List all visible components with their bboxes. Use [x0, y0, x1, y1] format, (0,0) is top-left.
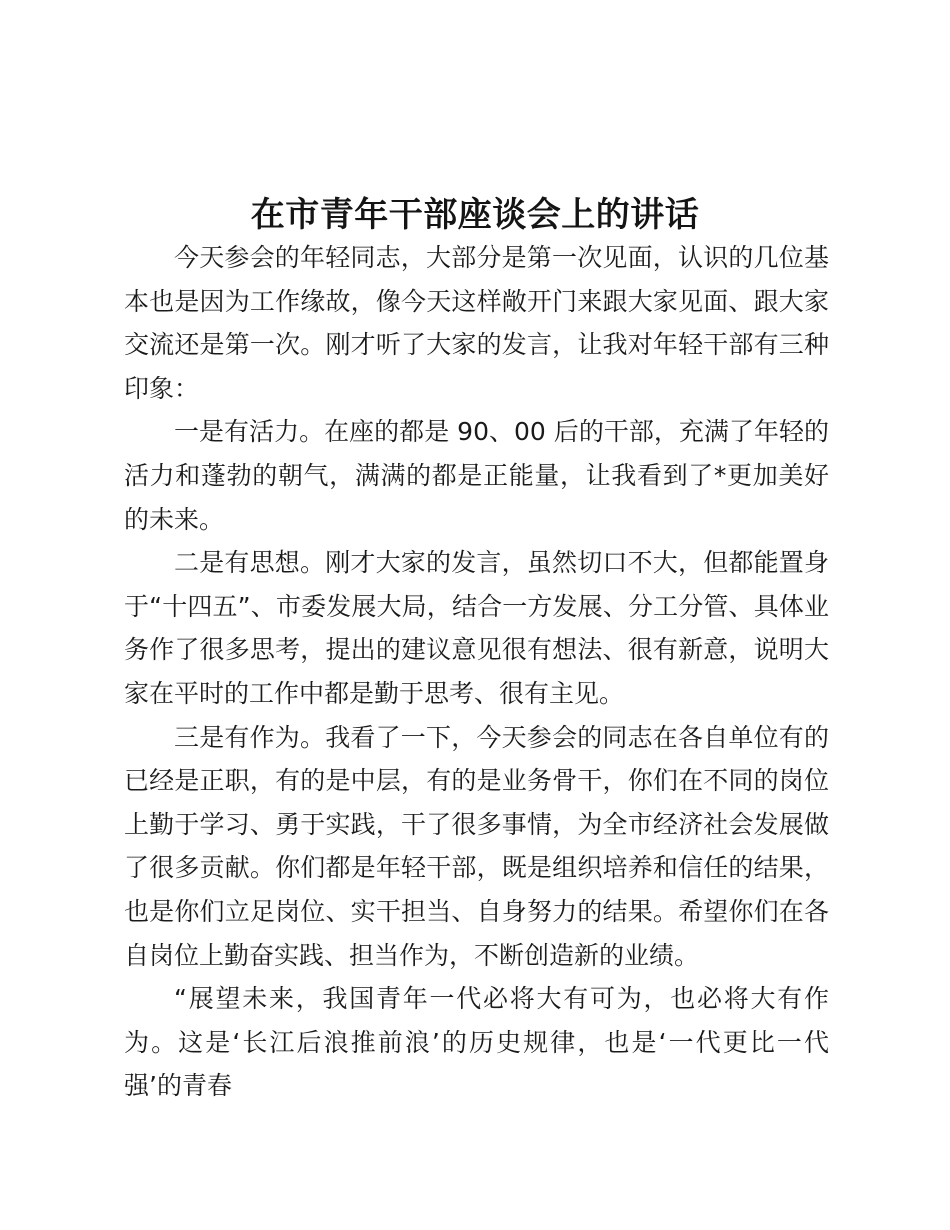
document-title: 在市青年干部座谈会上的讲话 — [250, 194, 700, 235]
paragraph-vitality: 一是有活力。在座的都是 90、00 后的干部，充满了年轻的活力和蓬勃的朝气，满满的都是正能量，让我看到了*更加美好的未来。 — [124, 417, 829, 534]
paragraph-thinking: 二是有思想。刚才大家的发言，虽然切口不大，但都能置身于“十四五”、市委发展大局，结合一方发展、分工分管、具体业务作了很多思考，提出的建议意见很有想法、很有新意，说明大家在平时的工作中都是勤于思考、很有主见。 — [124, 548, 829, 708]
paragraph-outlook: “展望未来，我国青年一代必将大有可为，也必将大有作为。这是‘长江后浪推前浪’的历史规律，也是‘一代更比一代强’的青春 — [124, 984, 829, 1101]
document-body — [124, 236, 829, 1108]
paragraph-intro: 今天参会的年轻同志，大部分是第一次见面，认识的几位基本也是因为工作缘故，像今天这样敞开门来跟大家见面、跟大家交流还是第一次。刚才听了大家的发言，让我对年轻干部有三种印象： — [124, 243, 829, 403]
paragraph-achievement: 三是有作为。我看了一下，今天参会的同志在各自单位有的已经是正职，有的是中层，有的是业务骨干，你们在不同的岗位上勤于学习、勇于实践，干了很多事情，为全市经济社会发展做了很多贡献。你们都是年轻干部，既是组织培养和信任的结果，也是你们立足岗位、实干担当、自身努力的结果。希望你们在各自岗位上勤奋实践、担当作为，不断创造新的业绩。 — [124, 722, 829, 970]
